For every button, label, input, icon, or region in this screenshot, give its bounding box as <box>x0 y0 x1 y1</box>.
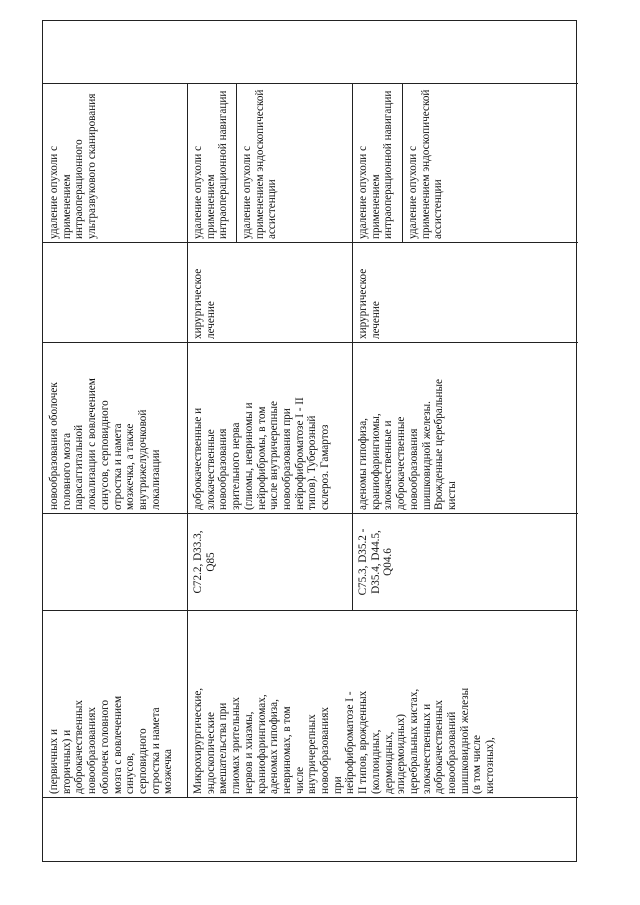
text-line: отростка и намета <box>111 423 124 510</box>
column-border <box>43 797 578 798</box>
text-line: эндоскопические <box>204 712 217 794</box>
text-line: D35.4, D44.5, <box>369 530 382 594</box>
text-line: кистозных), <box>484 737 497 794</box>
text-line: C75.3, D35.2 - <box>357 528 369 596</box>
column-border <box>43 83 578 84</box>
text-line: мозжечка <box>162 748 175 794</box>
row3-icd-codes-cell <box>357 516 575 608</box>
row1-procedure-cell <box>48 87 183 239</box>
text-line: типов). Туберозный <box>306 415 319 510</box>
text-line: ультразвукового сканирования <box>86 93 99 239</box>
text-line: отростка и намета <box>149 707 162 794</box>
text-line: числе внутричерепные <box>268 400 281 510</box>
text-line: локализации с вовлечением <box>86 378 99 510</box>
text-line: хирургическое <box>192 268 204 339</box>
text-line: хирургическое <box>357 268 369 339</box>
text-line: нейрофиброматозе I - <box>344 691 357 794</box>
sub-row-border <box>236 84 237 243</box>
text-line: парасаггитальной <box>73 424 86 510</box>
row2-diagnosis-cell <box>192 346 350 510</box>
text-line: вторичных) и <box>60 729 73 794</box>
sub-row-border <box>402 84 403 243</box>
text-line: аденомах гипофиза, <box>268 699 281 794</box>
text-line: синусов, серповидного <box>98 400 111 510</box>
text-line: лечение <box>369 301 382 339</box>
text-line: Врожденные церебральные <box>433 378 446 510</box>
text-line: Микрохирургические, <box>192 687 204 794</box>
text-line: (первичных и <box>48 728 60 794</box>
text-line: удаление опухоли с <box>357 145 369 239</box>
text-line: ассистенции <box>432 179 445 239</box>
row3-procedure-navigation-cell <box>357 87 399 239</box>
text-line: новообразованиях <box>319 707 332 794</box>
text-line: зрительного нерва <box>230 422 243 510</box>
text-line: оболочек головного <box>98 699 111 794</box>
row2-icd-codes-cell <box>192 516 350 608</box>
text-line: эпидермоидных) <box>395 713 408 794</box>
text-line: склероз. Гамартоз <box>319 424 332 510</box>
text-line: невриномах, в том <box>280 706 293 794</box>
column-border <box>43 513 578 514</box>
row2-treatment-type-cell <box>192 245 350 339</box>
column-border <box>43 610 578 611</box>
text-line: применением эндоскопической <box>419 89 432 239</box>
text-line: Q85 <box>204 552 217 572</box>
text-line: злокачественные <box>204 429 217 510</box>
text-line: применением <box>60 174 73 239</box>
row3-procedure-endoscopic-cell <box>407 87 575 239</box>
text-line: применением <box>369 174 382 239</box>
row2-procedure-endoscopic-cell <box>241 87 349 239</box>
text-line: новообразованиях <box>86 707 99 794</box>
text-line: доброкачественные <box>395 416 408 510</box>
text-line: при <box>331 776 344 794</box>
row3-treatment-type-cell <box>357 245 575 339</box>
text-line: (в том числе <box>471 735 484 794</box>
column-border <box>43 342 578 343</box>
text-line: II типов, врожденных <box>357 690 370 794</box>
row2-procedure-navigation-cell <box>192 87 234 239</box>
text-line: доброкачественных <box>73 700 86 794</box>
text-line: ассистенции <box>266 179 279 239</box>
text-line: интраоперационного <box>73 139 86 239</box>
text-line: новообразования <box>407 428 420 510</box>
column-border <box>43 242 578 243</box>
text-line: нейрофибромы, в том <box>255 406 268 510</box>
text-line: нейрофиброматозе I - II <box>293 397 306 510</box>
text-line: новообразования оболочек <box>48 382 60 510</box>
text-line: удаление опухоли с <box>48 145 60 239</box>
text-line: новообразования <box>217 428 230 510</box>
text-line: доброкачественных <box>433 700 446 794</box>
text-line: интраоперационной навигации <box>217 90 230 239</box>
row-border <box>187 84 188 798</box>
text-line: лечение <box>204 301 217 339</box>
text-line: краниофарингиомы, <box>369 413 382 510</box>
text-line: мозга с вовлечением <box>111 695 124 794</box>
text-line: удаление опухоли с <box>192 145 204 239</box>
text-line: злокачественных и <box>420 703 433 794</box>
text-line: применением <box>204 174 217 239</box>
text-line: локализации <box>149 449 162 510</box>
text-line: мозжечка, а также <box>124 423 137 510</box>
text-line: новообразований <box>446 711 459 794</box>
text-line: церебральных кистах, <box>407 688 420 794</box>
text-line: злокачественные и <box>382 420 395 510</box>
text-line: удаление опухоли с <box>241 145 253 239</box>
text-line: дермоидных, <box>382 731 395 794</box>
text-line: глиомах зрительных <box>230 697 243 794</box>
text-line: применением эндоскопической <box>253 89 266 239</box>
text-line: аденомы гипофиза, <box>357 418 369 510</box>
text-line: шишковидной железы. <box>420 401 433 510</box>
text-line: краниофарингиомах, <box>255 694 268 794</box>
text-line: внутрижелудочковой <box>136 409 149 510</box>
medical-procedures-table <box>42 20 577 862</box>
text-line: числе <box>293 766 306 794</box>
text-line: удаление опухоли с <box>407 145 419 239</box>
text-line: кисты <box>445 481 458 510</box>
text-line: вмешательства при <box>217 702 230 794</box>
text-line: интраоперационной навигации <box>382 90 395 239</box>
text-line: нервов и хиазмы, <box>242 711 255 794</box>
text-line: C72.2, D33.3, <box>192 530 204 594</box>
row3-diagnosis-cell <box>357 346 575 510</box>
text-line: Q04.6 <box>382 548 395 576</box>
text-line: шишковидной железы <box>458 687 471 794</box>
text-line: синусов, <box>124 752 137 794</box>
text-line: новообразования при <box>280 408 293 510</box>
text-line: серповидного <box>136 728 149 794</box>
text-line: доброкачественные и <box>192 407 204 510</box>
text-line: (глиомы, невриномы и <box>242 402 255 510</box>
text-line: внутричерепных <box>306 714 319 794</box>
row2-method-cell <box>192 614 576 794</box>
text-line: (коллоидных, <box>369 729 382 794</box>
row-border <box>352 84 353 611</box>
row1-diagnosis-cell <box>48 346 183 510</box>
text-line: головного мозга <box>60 432 73 510</box>
row1-method-cell <box>48 614 183 794</box>
